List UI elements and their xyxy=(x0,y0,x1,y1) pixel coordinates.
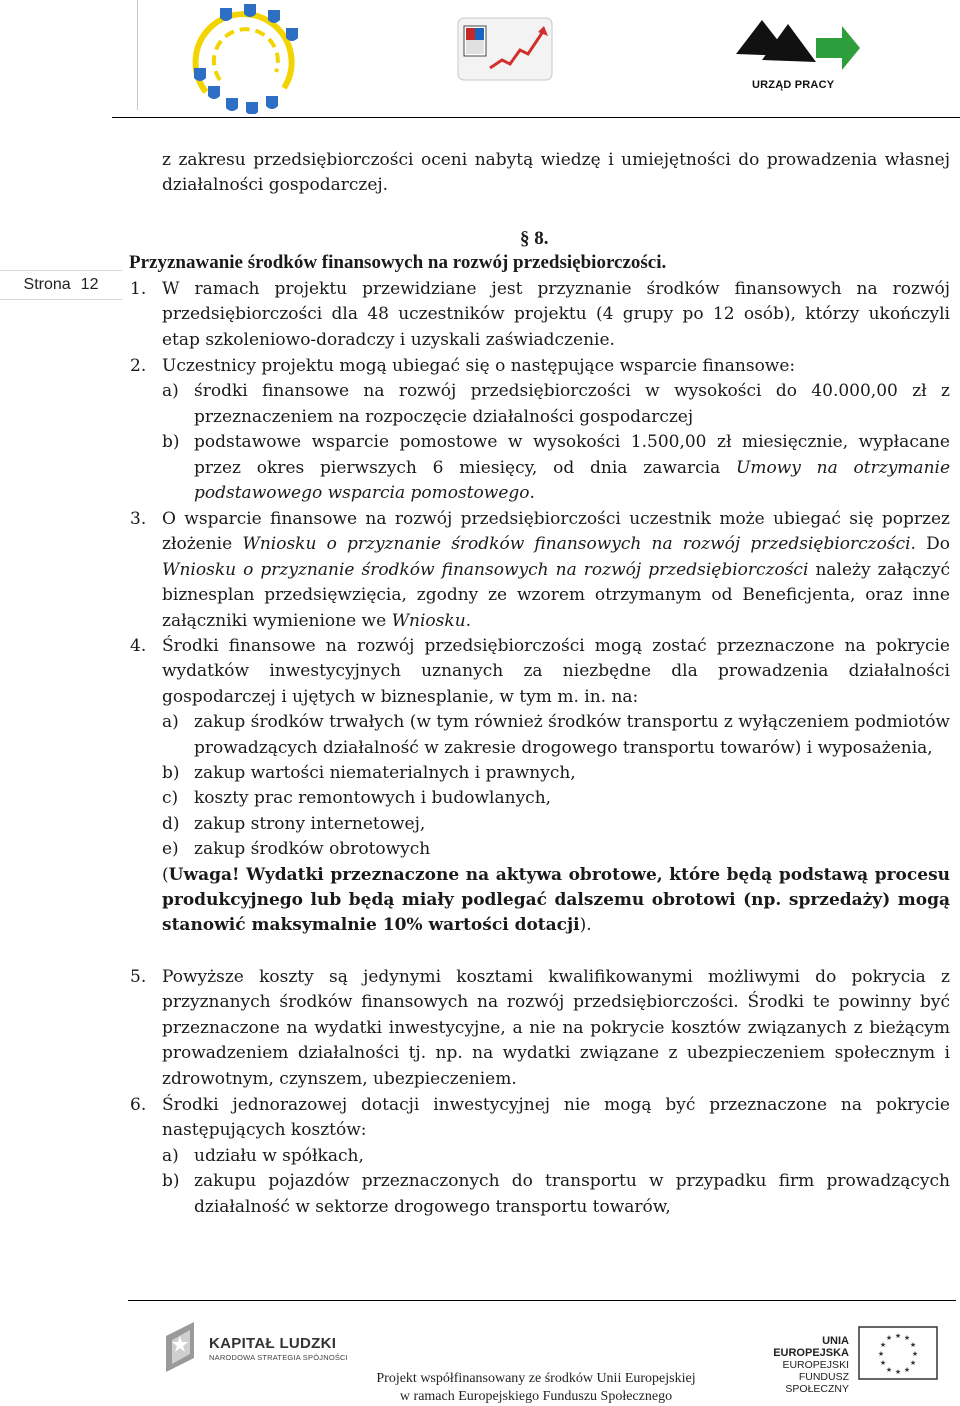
sub-text: środki finansowe na rozwój przedsiębiorczości w wysokości do 40.000,00 zł z przeznaczeniem na rozpoczęcie działalności gospodarczej xyxy=(194,381,950,427)
kl-title: KAPITAŁ LUDZKI xyxy=(209,1335,337,1352)
urzad-pracy-text: URZĄD PRACY xyxy=(752,79,835,91)
sub-letter: b) xyxy=(162,1171,180,1192)
item-text: Środki finansowe na rozwój przedsiębiorczości mogą zostać przeznaczone na pokrycie wydatków inwestycyjnych uznanych za niezbędne dla prowadzenia działalności gospodarczej i ujętych w biznesplanie, w tym m. in. na: xyxy=(162,636,950,707)
sub-item-a xyxy=(162,1144,950,1169)
item-number: 3. xyxy=(130,509,147,529)
form-name-italic: Wniosku o przyznanie środków finansowych na rozwój przedsiębiorczości xyxy=(162,559,809,580)
ue-line-2: EUROPEJSKI xyxy=(782,1359,849,1371)
sub-item-b xyxy=(162,430,950,506)
sub-item-c xyxy=(162,786,950,811)
page-number-label xyxy=(0,270,122,300)
svg-text:★: ★ xyxy=(885,1366,893,1374)
sub-text-italic: Umowy na otrzymanie podstawowego wsparcia pomostowego xyxy=(194,457,951,504)
sub-text: podstawowe wsparcie pomostowe w wysokości 1.500,00 zł miesięcznie, wypłacane przez okres pierwszych 6 miesięcy, od dnia zawarcia xyxy=(194,432,950,478)
svg-text:★: ★ xyxy=(879,1341,887,1349)
sub-letter: d) xyxy=(162,813,180,834)
sub-letter: a) xyxy=(162,712,179,733)
sub-letter: b) xyxy=(162,432,180,453)
sub-letter: e) xyxy=(162,839,179,860)
sub-letter: a) xyxy=(162,381,179,402)
form-name-italic: Wniosku o przyznanie środków finansowych na rozwój przedsiębiorczości xyxy=(242,534,911,555)
item-text: W ramach projektu przewidziane jest przyznanie środków finansowych na rozwój przedsiębiorczości dla 48 uczestników projektu (4 grupy po 12 osób), którzy ukończyli etap szkoleniowo-doradczy i uzyskali zaświadczenie. xyxy=(162,279,950,350)
sub-item-e xyxy=(162,837,950,862)
sub-text: udziału w spółkach, xyxy=(194,1145,364,1166)
sub-item-b xyxy=(162,1169,950,1220)
svg-text:★: ★ xyxy=(877,1350,885,1358)
partner-logo-center xyxy=(456,16,554,82)
sub-item-b xyxy=(162,761,950,786)
item-body xyxy=(162,354,950,506)
sub-text: zakup środków obrotowych xyxy=(194,839,431,860)
sub-item-a xyxy=(162,379,950,430)
sub-text: zakupu pojazdów przeznaczonych do transportu w przypadku firm prowadzących działalność w sektorze drogowego transportu towarów, xyxy=(194,1171,950,1217)
svg-text:★: ★ xyxy=(903,1334,911,1342)
svg-text:★: ★ xyxy=(911,1350,919,1358)
kapital-ludzki-logo-text xyxy=(209,1335,348,1362)
text-part: . xyxy=(465,610,472,631)
sub-text: zakup środków trwałych (w tym również środków transportu z wyłączeniem podmiotów prowadzących działalność w zakresie drogowego transportu towarów) i wyposażenia, xyxy=(194,712,950,758)
sub-letter: a) xyxy=(162,1145,179,1166)
item-text: Środki jednorazowej dotacji inwestycyjnej nie mogą być przeznaczone na pokrycie następujących kosztów: xyxy=(162,1095,950,1141)
item-body xyxy=(162,1093,950,1220)
sub-text: zakup strony internetowej, xyxy=(194,813,426,834)
sub-text-end: . xyxy=(529,483,535,504)
item-text xyxy=(162,507,950,634)
svg-text:★: ★ xyxy=(885,1334,893,1342)
note-bold: Uwaga! Wydatki przeznaczone na aktywa obrotowe, które będą podstawą procesu produkcyjnego lub będą miały podlegać dalszemu obrotowi (np. sprzedaży) mogą stanowić maksymalnie 10% wartości dotacji xyxy=(162,864,950,936)
svg-text:★: ★ xyxy=(894,1368,902,1376)
text-part: należy załączyć biznesplan przedsięwzięcia, zgodny ze wzorem otrzymanym od Beneficjenta, oraz inne załączniki wymienione we xyxy=(162,559,951,631)
footer-rule xyxy=(128,1300,956,1301)
footer-line-1: Projekt współfinansowany ze środków Unii Europejskiej xyxy=(376,1371,696,1386)
sub-text: zakup wartości niematerialnych i prawnych, xyxy=(194,763,576,784)
text-part: . Do xyxy=(910,534,950,555)
partner-logo-left xyxy=(180,2,308,114)
item-number: 5. xyxy=(130,967,147,987)
sub-letter: c) xyxy=(162,788,179,809)
sub-item-d xyxy=(162,812,950,837)
page-word: Strona xyxy=(23,276,71,293)
item-number: 1. xyxy=(130,279,147,299)
intro-paragraph: z zakresu przedsiębiorczości oceni nabytą wiedzę i umiejętności do prowadzenia własnej działalności gospodarczej. xyxy=(162,150,950,196)
text-part: O wsparcie finansowe na rozwój przedsiębiorczości uczestnik może ubiegać się poprzez złożenie xyxy=(162,509,950,555)
item-text: Powyższe koszty są jedynymi kosztami kwalifikowanymi możliwymi do pokrycia z przyznanych środków finansowych na rozwój przedsiębiorczości. Środki te powinny być przeznaczone na wydatki inwestycyjne, a nie na pokrycie kosztów związanych z bieżącym prowadzeniem działalności tj. np. na wydatki związane z ubezpieczeniem społecznym i zdrowotnym, czynszem, ubezpieczeniem. xyxy=(162,967,950,1089)
item-number: 6. xyxy=(130,1095,147,1115)
sub-item-a xyxy=(162,710,950,761)
ue-line-3: FUNDUSZ SPOŁECZNY xyxy=(785,1371,849,1395)
eu-flag-icon xyxy=(858,1326,938,1380)
cofinancing-note xyxy=(300,1370,772,1406)
svg-text:★: ★ xyxy=(894,1332,902,1340)
item-body xyxy=(162,634,950,939)
header-rule xyxy=(112,117,960,118)
svg-text:★: ★ xyxy=(909,1359,917,1367)
header-divider xyxy=(137,0,138,110)
svg-text:★: ★ xyxy=(879,1359,887,1367)
urzad-pracy-logo xyxy=(732,14,862,80)
page-number: 12 xyxy=(80,276,99,293)
kl-subtitle: NARODOWA STRATEGIA SPÓJNOŚCI xyxy=(209,1353,348,1362)
svg-text:★: ★ xyxy=(909,1341,917,1349)
section-number: § 8. xyxy=(520,228,549,249)
sub-letter: b) xyxy=(162,763,180,784)
form-name-italic: Wniosku xyxy=(391,610,466,631)
item-number: 2. xyxy=(130,356,147,376)
kapital-ludzki-icon xyxy=(160,1318,202,1374)
note-close: ). xyxy=(579,915,592,936)
ue-line-1: UNIA EUROPEJSKA xyxy=(773,1335,849,1359)
svg-text:★: ★ xyxy=(903,1366,911,1374)
item-text: Uczestnicy projektu mogą ubiegać się o następujące wsparcie finansowe: xyxy=(162,356,796,376)
note-open: ( xyxy=(162,864,169,885)
section-title: Przyznawanie środków finansowych na rozwój przedsiębiorczości. xyxy=(129,252,667,273)
sub-text: koszty prac remontowych i budowlanych, xyxy=(194,788,552,809)
item-number: 4. xyxy=(130,636,147,656)
warning-note xyxy=(162,863,950,939)
footer-line-2: w ramach Europejskiego Funduszu Społecznego xyxy=(399,1389,673,1404)
